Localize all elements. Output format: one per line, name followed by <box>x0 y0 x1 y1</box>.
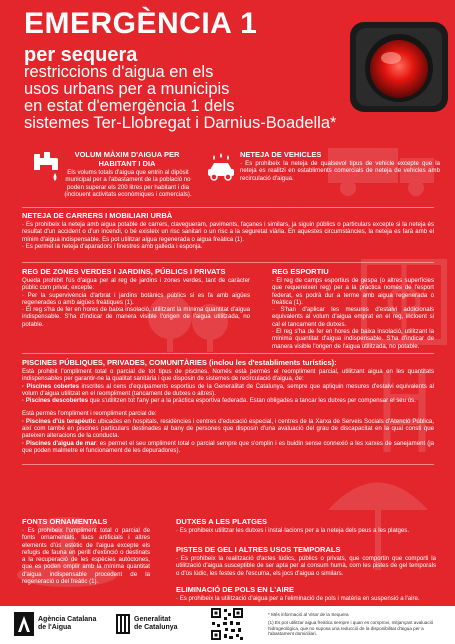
aca-name-line: de l'Aigua <box>38 624 72 631</box>
intro-line: en estat d'emergència 1 dels <box>24 97 235 115</box>
piscines-intro: Està prohibit l'ompliment total o parcial de tot tipus de piscines. Només està permès el reompliment parcial, utilitzant aigua en les quantitats indispensables per garantir-ne la qualitat sanitària i que disposin de sistemes de recirculació d'aigua, de: <box>22 368 434 383</box>
piscines-mar-label: · Piscines d'aigua de mar <box>22 439 97 447</box>
gel-body: · Es prohibeix la realització d'actes lúdics, públics o privats, que comportin que comporti la utilització d'aigua susceptible de ser apta per al consum humà, com les pistes de gel temporals o d'ús lúdic, les festes de l'escuma, els jocs d'aigua o similars. <box>176 555 436 577</box>
esportiu-item: · S'han d'aplicar les mesures d'estalvi addicionals equivalents al volum d'aigua emprat en el reg, incloent si cal el tancament de dutxes. <box>272 306 434 328</box>
generalitat-name-line: Generalitat <box>134 616 171 623</box>
esportiu-item: · El reg s'ha de fer en hores de baixa insolació, utilitzant la mínima quantitat d'aigua indispensable. S'ha d'indicar de manera visible l'origen de l'aigua utilitzada, no potable. <box>272 328 434 350</box>
piscines-terapeutic-label: · Piscines d'ús terapèutic <box>22 417 96 425</box>
zones-item: · El reg s'ha de fer en hores de baixa insolació, utilitzant la mínima quantitat d'aigua indispensable. S'ha d'indicar de manera visible l'origen de l'aigua utilitzada, no potable. <box>22 306 250 328</box>
fonts-body: · Es prohibeix l'ompliment total o parcial de fonts ornamentals, llacs artificials i altres elements d'ús estètic de l'aigua excepte els refugis de fauna en perill d'extinció o destinats a la recuperació de les espècies autòctones, que es poden omplir amb la mínima quantitat d'aigua indispensable procedent de la regeneració o del freàtic (1). <box>22 527 150 586</box>
platges-body: · Es prohibeix utilitzar les dutxes i instal·lacions per a la neteja dels peus a les platges. <box>176 527 410 534</box>
carrers-title: NETEJA DE CARRERS I MOBILIARI URBÀ <box>22 211 173 220</box>
piscines-cobertes <box>22 383 434 398</box>
piscines-terapeutic <box>22 418 434 440</box>
red-traffic-light-icon <box>342 16 452 116</box>
zones-body <box>22 277 250 328</box>
poster-title: EMERGÈNCIA 1 <box>24 7 258 40</box>
zones-item: · Per la supervivència d'arbrat i jardins botànics públics si es fa amb aigües regenerades o amb aigües freàtiques (1). <box>22 291 250 306</box>
intro-line: sistemes Ter-Llobregat i Darnius-Boadella* <box>24 114 337 132</box>
vehicles-title: NETEJA DE VEHICLES <box>240 150 322 159</box>
piscines-terapeutic-text: ubicades en hospitals, residències i centres d'educació especial, i centres de la Xarxa de Serveis Socials d'Atenció Pública, així com també en piscines particulars destinades al bany de persones que disposin d'una avaluació del grau de discapacitat en la qual consti que pateixen alteracions de la conducta. <box>22 417 435 440</box>
piscines-title: PISCINES PÚBLIQUES, PRIVADES, COMUNITÀRIES (inclou les d'establiments turístics): <box>22 358 337 367</box>
zones-title: REG DE ZONES VERDES I JARDINS, PÚBLICS I PRIVATS <box>22 267 226 276</box>
carrers-item: · Es permet la neteja d'aparadors i finestres amb galleda i esponja. <box>22 242 203 250</box>
piscines-cobertes-text: inscrites al cens d'equipaments esportius de la Generalitat de Catalunya, sempre que apliquin mesures d'estalvi equivalents al volum d'aigua utilitzat en el reompliment (tancament de dutxes o altres). <box>22 382 434 397</box>
car-wash-icon <box>206 152 236 182</box>
piscines-mar <box>22 440 434 455</box>
footnote-more-info: * Més informació al Visor de la Sequera <box>268 612 349 617</box>
piscines-body <box>22 368 434 454</box>
carrers-item: · Es prohibeix la neteja amb aigua potable de carrers, clavegueram, paviments, façanes i similars, ja siguin públics o particulars excepte si la neteja és resultat d'un accident o d'un incendi, o bé existeix un risc sanitari o un risc a la seguretat viària. En aquestes circumstàncies, la neteja es farà amb el mínim d'aigua indispensable. Es pot utilitzar aigua regenerada o aigua freàtica (1). <box>22 221 434 243</box>
piscines-descobertes-text: que s'utilitzen tot l'any per a la pràctica esportiva federada. Estan obligades a tancar les dutxes per compensar el seu ús. <box>88 397 416 405</box>
aca-logo-icon <box>14 612 34 636</box>
fonts-title: FONTS ORNAMENTALS <box>22 517 108 526</box>
generalitat-name-line: de Catalunya <box>134 624 178 631</box>
aca-name-line: Agència Catalana <box>38 616 97 623</box>
pols-title: ELIMINACIÓ DE POLS EN L'AIRE <box>176 585 295 594</box>
qr-code-icon[interactable] <box>210 607 244 641</box>
volum-title: VOLUM MÀXIM D'AIGUA PER HABITANT I DIA <box>74 150 180 168</box>
platges-title: DUTXES A LES PLATGES <box>176 517 267 526</box>
piscines-mar-text: : es permet el seu ompliment total o parcial sempre que s'omplin i es buidin sense connexió a les xarxes de sanejament (ja que poden malmetre el funcionament de les depuradores). <box>22 439 434 454</box>
piscines-cobertes-label: · Piscines cobertes <box>22 382 80 390</box>
piscines-permes: Està permès l'ompliment i reompliment parcial de: <box>22 410 157 418</box>
piscines-descobertes-label: · Piscines descobertes <box>22 397 89 405</box>
pols-body: · Es prohibeix la utilització d'aigua per a l'eliminació de pols i matèria en suspensió a l'aire. <box>176 595 420 602</box>
vehicles-body: · Es prohibeix la neteja de qualsevol tipus de vehicle excepte que la neteja es realitzi en establiments comercials de neteja de vehicles amb recirculació d'aigua. <box>240 160 440 182</box>
divider <box>22 353 434 354</box>
water-tap-icon <box>30 150 64 184</box>
zones-item: Queda prohibit l'ús d'aigua per al reg de jardins i zones verdes, tant de caràcter públic com privat, excepte: <box>22 277 250 292</box>
footnote-1: (1) Es pot utilitzar aigua freàtica sempre i quan es comprovi, mitjançant avaluació hidrogeològica, que no suposa una reducció de la disponibilitat d'aigua per a l'abastament domiciliari. <box>268 620 434 637</box>
volum-body: Els volums totals d'aigua que entrin al dipòsit municipal per a l'abastament de la població no poden superar els 200 litres per habitant i dia (inclouent activitats econòmiques i comercials). <box>64 169 192 198</box>
esportiu-item: · El reg de camps esportius de gespa (o altres superfícies que requereixen reg) per a la pràctica només de l'esport federat, es podrà dur a terme amb aigua regenerada o freàtica (1). <box>272 277 434 306</box>
divider <box>22 262 434 263</box>
gel-title: PISTES DE GEL I ALTRES USOS TEMPORALS <box>176 545 341 554</box>
generalitat-logo-icon <box>116 614 130 634</box>
esportiu-body <box>272 277 434 350</box>
carrers-body <box>22 221 434 250</box>
divider <box>22 464 434 465</box>
aca-name <box>38 616 96 632</box>
esportiu-title: REG ESPORTIU <box>272 267 329 276</box>
intro-line: restriccions d'aigua en els <box>24 63 214 81</box>
footer <box>0 606 455 644</box>
piscines-descobertes <box>22 397 434 404</box>
poster-subtitle: per sequera <box>24 44 138 66</box>
divider <box>22 207 434 208</box>
generalitat-name <box>134 616 178 632</box>
intro-line: usos urbans per a municipis <box>24 80 230 98</box>
